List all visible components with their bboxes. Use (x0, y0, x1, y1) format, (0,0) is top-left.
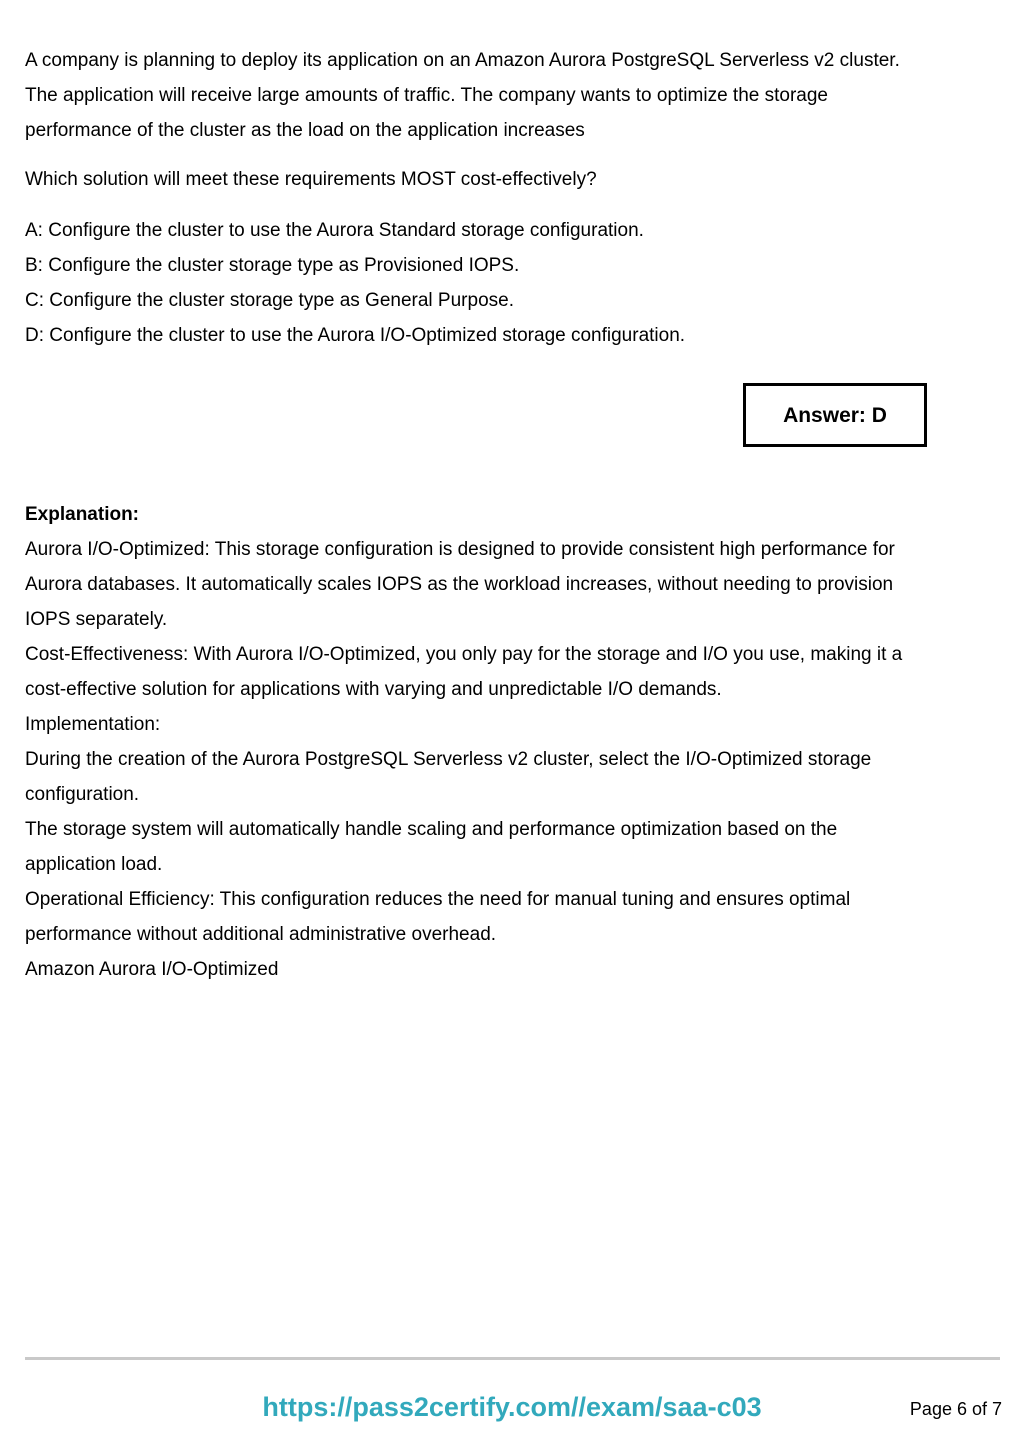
explanation-line: Aurora databases. It automatically scales IOPS as the workload increases, without needing to provision (25, 574, 894, 595)
explanation-line: Cost-Effectiveness: With Aurora I/O-Optimized, you only pay for the storage and I/O you use, making it a (25, 644, 903, 665)
explanation-section (25, 497, 1000, 987)
explanation-line: The storage system will automatically handle scaling and performance optimization based on the (25, 819, 838, 840)
answer-options (25, 213, 1000, 353)
question-prompt (25, 162, 1000, 197)
question-prompt-text: Which solution will meet these requirements MOST cost-effectively? (25, 169, 597, 190)
answer-label: Answer: D (783, 403, 887, 427)
page-indicator: Page 6 of 7 (909, 1399, 1002, 1419)
footer-url-link[interactable]: https://pass2certify.com//exam/saa-c03 (262, 1392, 762, 1422)
question-line: performance of the cluster as the load on the application increases (25, 120, 585, 141)
option-a: A: Configure the cluster to use the Aurora Standard storage configuration. (25, 220, 644, 241)
option-c: C: Configure the cluster storage type as General Purpose. (25, 290, 514, 311)
answer-box (743, 383, 927, 447)
footer (0, 1392, 1024, 1426)
explanation-line: Aurora I/O-Optimized: This storage configuration is designed to provide consistent high performance for (25, 539, 895, 560)
explanation-line: Operational Efficiency: This configuration reduces the need for manual tuning and ensures optimal (25, 889, 851, 910)
question-text (25, 0, 1000, 148)
question-line: The application will receive large amounts of traffic. The company wants to optimize the storage (25, 85, 828, 106)
explanation-line: cost-effective solution for applications with varying and unpredictable I/O demands. (25, 679, 722, 700)
explanation-line: During the creation of the Aurora PostgreSQL Serverless v2 cluster, select the I/O-Optimized storage (25, 749, 872, 770)
option-d: D: Configure the cluster to use the Aurora I/O-Optimized storage configuration. (25, 325, 686, 346)
option-b: B: Configure the cluster storage type as Provisioned IOPS. (25, 255, 520, 276)
explanation-line: performance without additional administrative overhead. (25, 924, 497, 945)
footer-divider (25, 1357, 1000, 1360)
explanation-line: configuration. (25, 784, 140, 805)
explanation-line: Implementation: (25, 714, 161, 735)
question-line: A company is planning to deploy its application on an Amazon Aurora PostgreSQL Serverless v2 cluster. (25, 50, 900, 71)
explanation-line: application load. (25, 854, 163, 875)
explanation-line: IOPS separately. (25, 609, 168, 630)
explanation-line: Amazon Aurora I/O-Optimized (25, 959, 279, 980)
answer-row (25, 383, 1000, 447)
explanation-heading: Explanation: (25, 504, 140, 525)
